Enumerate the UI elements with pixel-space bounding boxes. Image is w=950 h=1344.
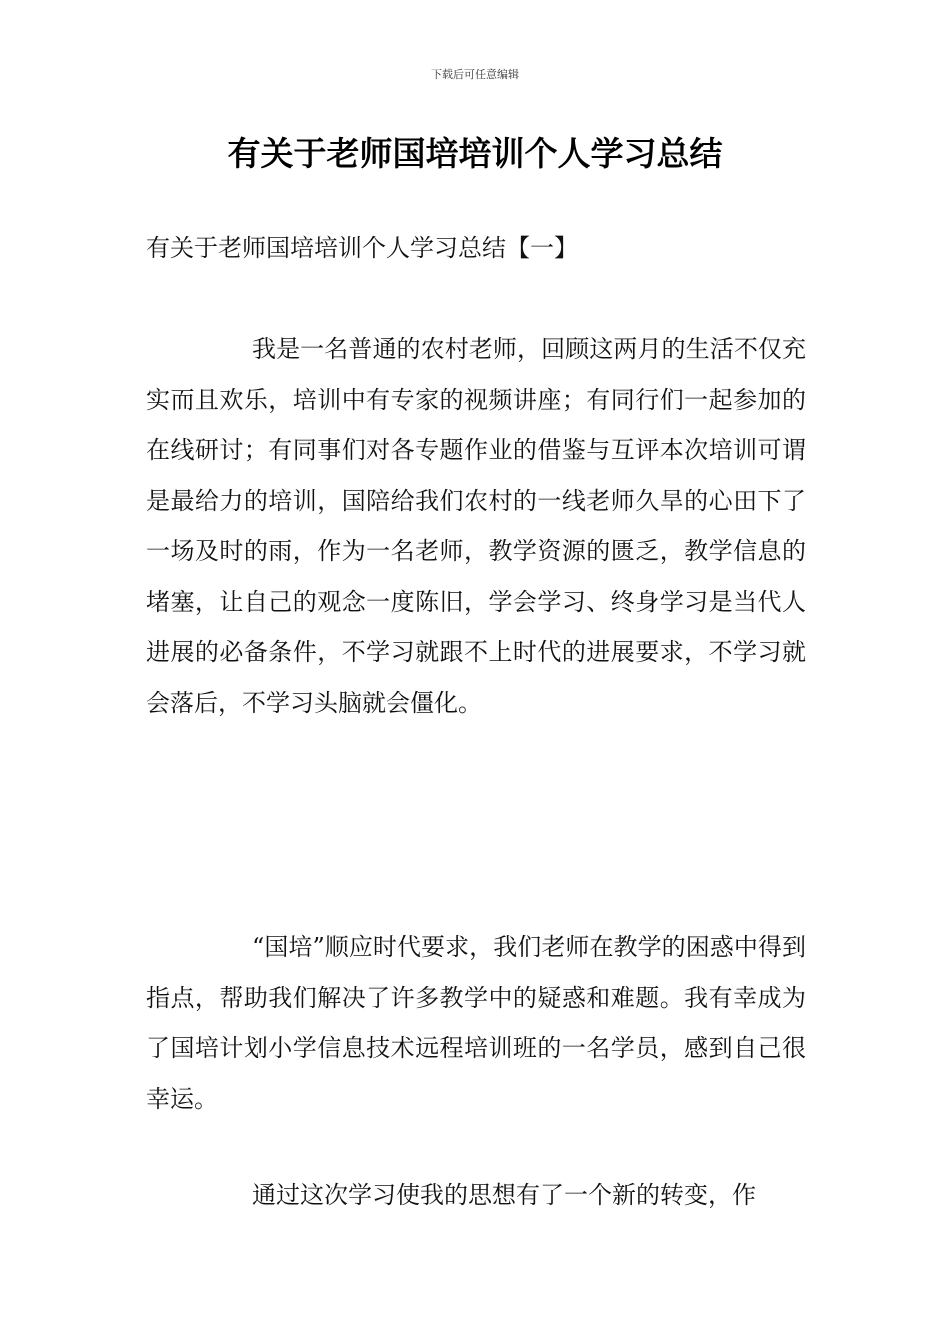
document-title: 有关于老师国培培训个人学习总结 xyxy=(227,134,723,173)
paragraph-3: 通过这次学习使我的思想有了一个新的转变，作 xyxy=(252,1181,756,1209)
paragraph-2: “国培”顺应时代要求，我们老师在教学的困惑中得到指点，帮助我们解决了许多教学中的疑惑和难题。我有幸成为了国培计划小学信息技术远程培训班的一名学员，感到自己很幸运。 xyxy=(146,933,806,1113)
paragraph-1: 我是一名普通的农村老师，回顾这两月的生活不仅充实而且欢乐，培训中有专家的视频讲座；有同行们一起参加的在线研讨；有同事们对各专题作业的借鉴与互评本次培训可谓是最给力的培训，国陪给我们农村的一线老师久旱的心田下了一场及时的雨，作为一名老师，教学资源的匮乏，教学信息的堵塞，让自己的观念一度陈旧，学会学习、终身学习是当代人进展的必备条件，不学习就跟不上时代的进展要求，不学习就会落后，不学习头脑就会僵化。 xyxy=(146,335,806,717)
section-heading: 有关于老师国培培训个人学习总结【一】 xyxy=(146,234,578,262)
header-note: 下载后可任意编辑 xyxy=(431,68,519,81)
